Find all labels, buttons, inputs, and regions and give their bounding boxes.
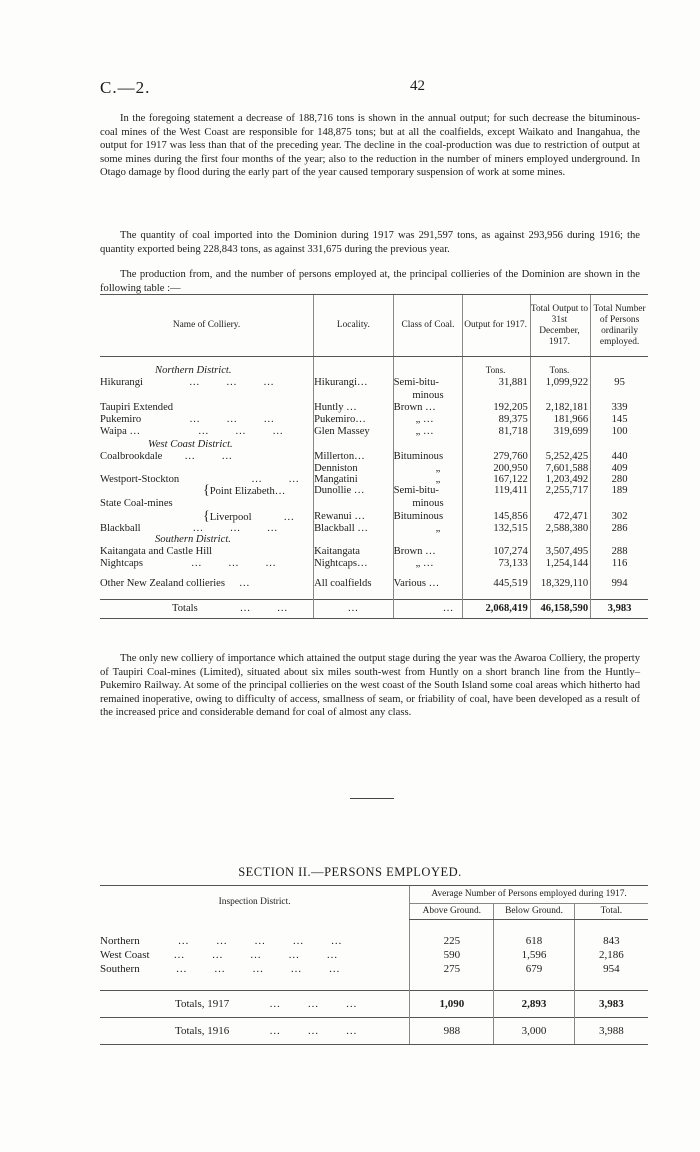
below-ground: 2,893 <box>494 991 574 1018</box>
locality: Hikurangi… <box>314 376 394 390</box>
colliery-name: Westport-Stockton … … <box>100 474 300 485</box>
col-header-group: Average Number of Persons employed during 1917. <box>410 886 648 904</box>
output-1917: 200,950 <box>463 463 530 474</box>
page-number: 42 <box>410 78 425 94</box>
table-row <box>100 577 648 591</box>
persons-employed: 302 <box>591 511 648 523</box>
table-row <box>100 390 648 401</box>
colliery-name: Nightcaps … … … <box>100 558 277 569</box>
totals-persons: 3,983 <box>591 599 648 618</box>
table-row <box>100 401 648 415</box>
total-output: 1,203,492 <box>530 474 590 485</box>
coal-class: minous <box>393 390 463 401</box>
colliery-name: Other New Zealand collieries … <box>100 578 251 589</box>
output-1917: 31,881 <box>463 376 530 390</box>
table-row <box>100 463 648 474</box>
locality: Dunollie … <box>314 485 394 497</box>
total-output: 18,329,110 <box>530 577 590 591</box>
output-1917: 132,515 <box>463 523 530 534</box>
district-heading: Northern District. <box>155 365 232 376</box>
colliery-name: State Coal-mines <box>100 498 173 509</box>
table-row <box>100 474 648 485</box>
colliery-name: Coalbrookdale … … <box>100 450 234 462</box>
locality: Denniston <box>314 463 394 474</box>
table-row <box>100 962 648 976</box>
col-header-below: Below Ground. <box>494 904 574 920</box>
above-ground: 275 <box>410 962 494 976</box>
persons-employed-table <box>100 885 648 1045</box>
section-divider <box>350 798 394 799</box>
output-1917: 107,274 <box>463 545 530 559</box>
table-row <box>100 414 648 425</box>
col-header-total: Total. <box>574 904 648 920</box>
totals-row <box>100 1018 648 1045</box>
locality: Rewanui … <box>314 511 394 523</box>
below-ground: 1,596 <box>494 948 574 962</box>
paragraph-text: The production from, and the number of persons employed at, the principal collieries of the Dominion are shown in the following table :— <box>100 269 640 294</box>
paragraph-text: The only new colliery of importance which attained the output stage during the year was the Awaroa Colliery, the property of Taupiri Coal-mines (Limited), situated about six miles south-west from Huntly on a short branch line from the Huntly–Pukemiro Railway. At some of the principal collieries on the west coast of the South Island some coal areas which hitherto had remained inoperative, owing to difficulty of access, smallness of seam, or friability of coal, have been developed as a result of the increased price and considerable demand for coal of almost any class. <box>100 653 640 718</box>
colliery-name: Blackball … … … <box>100 522 279 534</box>
coal-class: „ <box>393 523 463 534</box>
colliery-name: Hikurangi … … … <box>100 377 275 388</box>
table-row <box>100 425 648 439</box>
total: 843 <box>574 934 648 948</box>
total-output: 5,252,425 <box>530 450 590 464</box>
total-output: 319,699 <box>530 425 590 439</box>
total-output: 2,182,181 <box>530 401 590 415</box>
total: 2,186 <box>574 948 648 962</box>
locality: Pukemiro… <box>314 414 394 425</box>
section-title: SECTION II.—PERSONS EMPLOYED. <box>238 865 462 879</box>
table-row <box>100 934 648 948</box>
colliery-name: {Point Elizabeth… <box>203 483 286 498</box>
col-header-total-output: Total Output to 31st December, 1917. <box>530 295 590 357</box>
total-output: 2,588,380 <box>530 523 590 534</box>
page-header <box>100 78 640 98</box>
persons-employed: 100 <box>591 425 648 439</box>
paragraph-table-intro <box>100 268 640 295</box>
above-ground: 988 <box>410 1018 494 1045</box>
totals-row <box>100 991 648 1018</box>
paragraph-import-export <box>100 229 640 256</box>
locality: All coalfields <box>314 577 394 591</box>
col-header-district: Inspection District. <box>100 886 410 920</box>
coal-class: „ … <box>393 425 463 439</box>
coal-class: Semi-bitu- <box>393 485 463 497</box>
district-name: West Coast … … … … … <box>100 949 339 961</box>
table-row <box>100 558 648 569</box>
output-1917: 89,375 <box>463 414 530 425</box>
total-output: 1,254,144 <box>530 558 590 569</box>
locality: Millerton… <box>314 450 394 464</box>
below-ground: 679 <box>494 962 574 976</box>
output-1917: 145,856 <box>463 511 530 523</box>
output-1917: 445,519 <box>463 577 530 591</box>
persons-employed: 189 <box>591 485 648 497</box>
collieries-table <box>100 294 648 619</box>
table-row <box>100 497 648 511</box>
persons-employed: 280 <box>591 474 648 485</box>
output-1917: 167,122 <box>463 474 530 485</box>
locality: Blackball … <box>314 523 394 534</box>
locality: Glen Massey <box>314 425 394 439</box>
total-output: 181,966 <box>530 414 590 425</box>
persons-employed: 409 <box>591 463 648 474</box>
above-ground: 590 <box>410 948 494 962</box>
table-row <box>100 523 648 534</box>
totals-output: 2,068,419 <box>463 599 530 618</box>
persons-employed: 288 <box>591 545 648 559</box>
coal-class: „ <box>393 463 463 474</box>
persons-employed: 286 <box>591 523 648 534</box>
col-header-above: Above Ground. <box>410 904 494 920</box>
persons-employed: 339 <box>591 401 648 415</box>
table-row <box>100 376 648 390</box>
coal-class: Various … <box>393 577 463 591</box>
colliery-name: Waipa … … … … <box>100 426 284 437</box>
locality: Nightcaps… <box>314 558 394 569</box>
paragraph-text: In the foregoing statement a decrease of 188,716 tons is shown in the annual output; for such decrease the bituminous-coal mines of the West Coast are responsible for 148,875 tons; but at all the coalfields, except Waikato and Inangahua, the output for 1917 was less than that of the preceding year. The decline in the coal-production was due to restriction of output at some mines during the first four months of the year; also to the reduction in the number of miners employed underground. In Otago damage by flood during the early part of the year caused temporary suspension of work at some mines. <box>100 113 640 178</box>
coal-class: Bituminous <box>393 511 463 523</box>
coal-class: „ <box>393 474 463 485</box>
paragraph-text: The quantity of coal imported into the Dominion during 1917 was 291,597 tons, as against 293,956 during 1916; the quantity exported being 228,843 tons, as against 331,675 during the previous year. <box>100 230 640 255</box>
table-row <box>100 450 648 464</box>
totals-label: Totals … … <box>100 599 314 618</box>
colliery-name: Kaitangata and Castle Hill <box>100 545 213 557</box>
below-ground: 3,000 <box>494 1018 574 1045</box>
persons-employed: 116 <box>591 558 648 569</box>
table-row <box>100 545 648 559</box>
below-ground: 618 <box>494 934 574 948</box>
paragraph-new-colliery <box>100 652 640 720</box>
totals-row: Totals … … … … 2,068,419 46,158,590 3,983 <box>100 599 648 618</box>
total-output: 472,471 <box>530 511 590 523</box>
persons-employed: 994 <box>591 577 648 591</box>
persons-employed: 95 <box>591 376 648 390</box>
output-1917: 192,205 <box>463 401 530 415</box>
output-1917: 81,718 <box>463 425 530 439</box>
total-output: 2,255,717 <box>530 485 590 497</box>
above-ground: 225 <box>410 934 494 948</box>
colliery-name: Taupiri Extended <box>100 401 174 413</box>
output-1917: 73,133 <box>463 558 530 569</box>
locality: Mangatini <box>314 474 394 485</box>
total-output: 1,099,922 <box>530 376 590 390</box>
output-1917: 279,760 <box>463 450 530 464</box>
total: 3,988 <box>574 1018 648 1045</box>
coal-class: „ … <box>393 414 463 425</box>
colliery-name: Pukemiro … … … <box>100 414 276 425</box>
district-name: Northern … … … … … <box>100 935 343 947</box>
totals-label: Totals, 1917 … … … <box>100 991 410 1018</box>
district-heading: Southern District. <box>155 533 231 545</box>
table-row <box>100 511 648 523</box>
coal-class: „ … <box>393 558 463 569</box>
total: 3,983 <box>574 991 648 1018</box>
col-header-name: Name of Colliery. <box>100 295 314 357</box>
coal-class: Bituminous <box>393 450 463 464</box>
locality: Kaitangata <box>314 545 394 559</box>
document-reference: C.—2. <box>100 78 151 97</box>
district-heading: West Coast District. <box>148 438 233 450</box>
total: 954 <box>574 962 648 976</box>
coal-class: minous <box>393 497 463 511</box>
total-output: 7,601,588 <box>530 463 590 474</box>
col-header-locality: Locality. <box>314 295 394 357</box>
persons-employed: 440 <box>591 450 648 464</box>
persons-employed: 145 <box>591 414 648 425</box>
table-row <box>100 485 648 497</box>
coal-class: Brown … <box>393 401 463 415</box>
col-header-class: Class of Coal. <box>393 295 463 357</box>
col-header-persons: Total Number of Persons ordinarily employed. <box>591 295 648 357</box>
above-ground: 1,090 <box>410 991 494 1018</box>
totals-label: Totals, 1916 … … … <box>100 1018 410 1045</box>
unit-label: Tons. <box>463 365 530 376</box>
coal-class: Brown … <box>393 545 463 559</box>
output-1917: 119,411 <box>463 485 530 497</box>
totals-total-output: 46,158,590 <box>530 599 590 618</box>
paragraph-coal-output <box>100 112 640 180</box>
colliery-name: {Liverpool … <box>203 508 296 524</box>
total-output: 3,507,495 <box>530 545 590 559</box>
district-name: Southern … … … … … <box>100 963 341 975</box>
table-row <box>100 948 648 962</box>
col-header-output: Output for 1917. <box>463 295 530 357</box>
coal-class: Semi-bitu- <box>393 376 463 390</box>
unit-label: Tons. <box>530 365 590 376</box>
locality: Huntly … <box>314 401 394 415</box>
